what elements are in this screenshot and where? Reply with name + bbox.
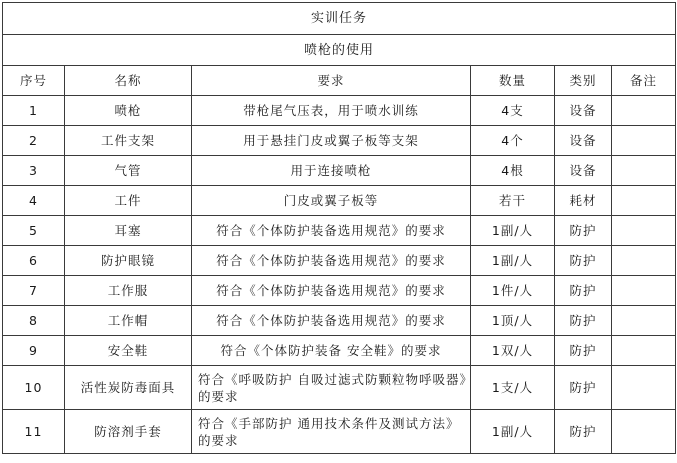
- cell-category: 防护: [555, 410, 612, 454]
- cell-requirement: 符合《个体防护装备选用规范》的要求: [192, 276, 471, 306]
- cell-index: 5: [3, 216, 65, 246]
- header-name: 名称: [65, 66, 192, 96]
- cell-remark: [612, 186, 676, 216]
- cell-index: 8: [3, 306, 65, 336]
- document-page: [2, 2, 676, 454]
- cell-name: 工作帽: [65, 306, 192, 336]
- cell-quantity: 4个: [471, 126, 555, 156]
- cell-quantity: 4根: [471, 156, 555, 186]
- cell-name: 工件: [65, 186, 192, 216]
- cell-requirement: 带枪尾气压表，用于喷水训练: [192, 96, 471, 126]
- cell-name: 气管: [65, 156, 192, 186]
- header-quantity: 数量: [471, 66, 555, 96]
- cell-category: 防护: [555, 366, 612, 410]
- cell-category: 设备: [555, 96, 612, 126]
- cell-name: 耳塞: [65, 216, 192, 246]
- table-row: [3, 306, 676, 336]
- table-row: [3, 216, 676, 246]
- cell-index: 11: [3, 410, 65, 454]
- cell-requirement: 用于连接喷枪: [192, 156, 471, 186]
- cell-requirement: 符合《手部防护 通用技术条件及测试方法》的要求: [192, 410, 471, 454]
- cell-remark: [612, 156, 676, 186]
- table-row: [3, 156, 676, 186]
- table-row: [3, 410, 676, 454]
- cell-remark: [612, 126, 676, 156]
- cell-index: 10: [3, 366, 65, 410]
- cell-quantity: 1副/人: [471, 410, 555, 454]
- cell-remark: [612, 306, 676, 336]
- cell-index: 4: [3, 186, 65, 216]
- cell-name: 活性炭防毒面具: [65, 366, 192, 410]
- header-row: [3, 66, 676, 96]
- cell-index: 7: [3, 276, 65, 306]
- cell-requirement: 符合《个体防护装备选用规范》的要求: [192, 246, 471, 276]
- cell-quantity: 1件/人: [471, 276, 555, 306]
- table-row: [3, 126, 676, 156]
- cell-index: 1: [3, 96, 65, 126]
- cell-remark: [612, 246, 676, 276]
- table-row: [3, 246, 676, 276]
- cell-quantity: 1副/人: [471, 246, 555, 276]
- header-index: 序号: [3, 66, 65, 96]
- cell-remark: [612, 336, 676, 366]
- cell-category: 耗材: [555, 186, 612, 216]
- cell-category: 防护: [555, 336, 612, 366]
- cell-name: 喷枪: [65, 96, 192, 126]
- cell-quantity: 1副/人: [471, 216, 555, 246]
- cell-requirement: 门皮或翼子板等: [192, 186, 471, 216]
- header-requirement: 要求: [192, 66, 471, 96]
- cell-category: 防护: [555, 306, 612, 336]
- cell-quantity: 1顶/人: [471, 306, 555, 336]
- cell-remark: [612, 216, 676, 246]
- cell-requirement: 符合《呼吸防护 自吸过滤式防颗粒物呼吸器》的要求: [192, 366, 471, 410]
- cell-name: 安全鞋: [65, 336, 192, 366]
- cell-category: 设备: [555, 126, 612, 156]
- subtitle-row: [3, 35, 676, 66]
- cell-name: 防溶剂手套: [65, 410, 192, 454]
- cell-category: 设备: [555, 156, 612, 186]
- cell-category: 防护: [555, 276, 612, 306]
- cell-remark: [612, 366, 676, 410]
- table-row: [3, 366, 676, 410]
- cell-index: 9: [3, 336, 65, 366]
- cell-quantity: 4支: [471, 96, 555, 126]
- cell-quantity: 若干: [471, 186, 555, 216]
- table-row: [3, 336, 676, 366]
- table-row: [3, 276, 676, 306]
- title-row: [3, 3, 676, 35]
- cell-remark: [612, 276, 676, 306]
- cell-remark: [612, 410, 676, 454]
- cell-quantity: 1支/人: [471, 366, 555, 410]
- cell-index: 6: [3, 246, 65, 276]
- cell-requirement: 符合《个体防护装备选用规范》的要求: [192, 216, 471, 246]
- cell-remark: [612, 96, 676, 126]
- cell-requirement: 用于悬挂门皮或翼子板等支架: [192, 126, 471, 156]
- table-subtitle: 喷枪的使用: [3, 35, 676, 66]
- cell-name: 工作服: [65, 276, 192, 306]
- cell-index: 3: [3, 156, 65, 186]
- task-table: [2, 2, 676, 454]
- cell-category: 防护: [555, 216, 612, 246]
- table-row: [3, 96, 676, 126]
- table-row: [3, 186, 676, 216]
- cell-name: 防护眼镜: [65, 246, 192, 276]
- cell-name: 工件支架: [65, 126, 192, 156]
- cell-quantity: 1双/人: [471, 336, 555, 366]
- header-remark: 备注: [612, 66, 676, 96]
- cell-requirement: 符合《个体防护装备选用规范》的要求: [192, 306, 471, 336]
- cell-requirement: 符合《个体防护装备 安全鞋》的要求: [192, 336, 471, 366]
- cell-index: 2: [3, 126, 65, 156]
- cell-category: 防护: [555, 246, 612, 276]
- header-category: 类别: [555, 66, 612, 96]
- table-title: 实训任务: [3, 3, 676, 35]
